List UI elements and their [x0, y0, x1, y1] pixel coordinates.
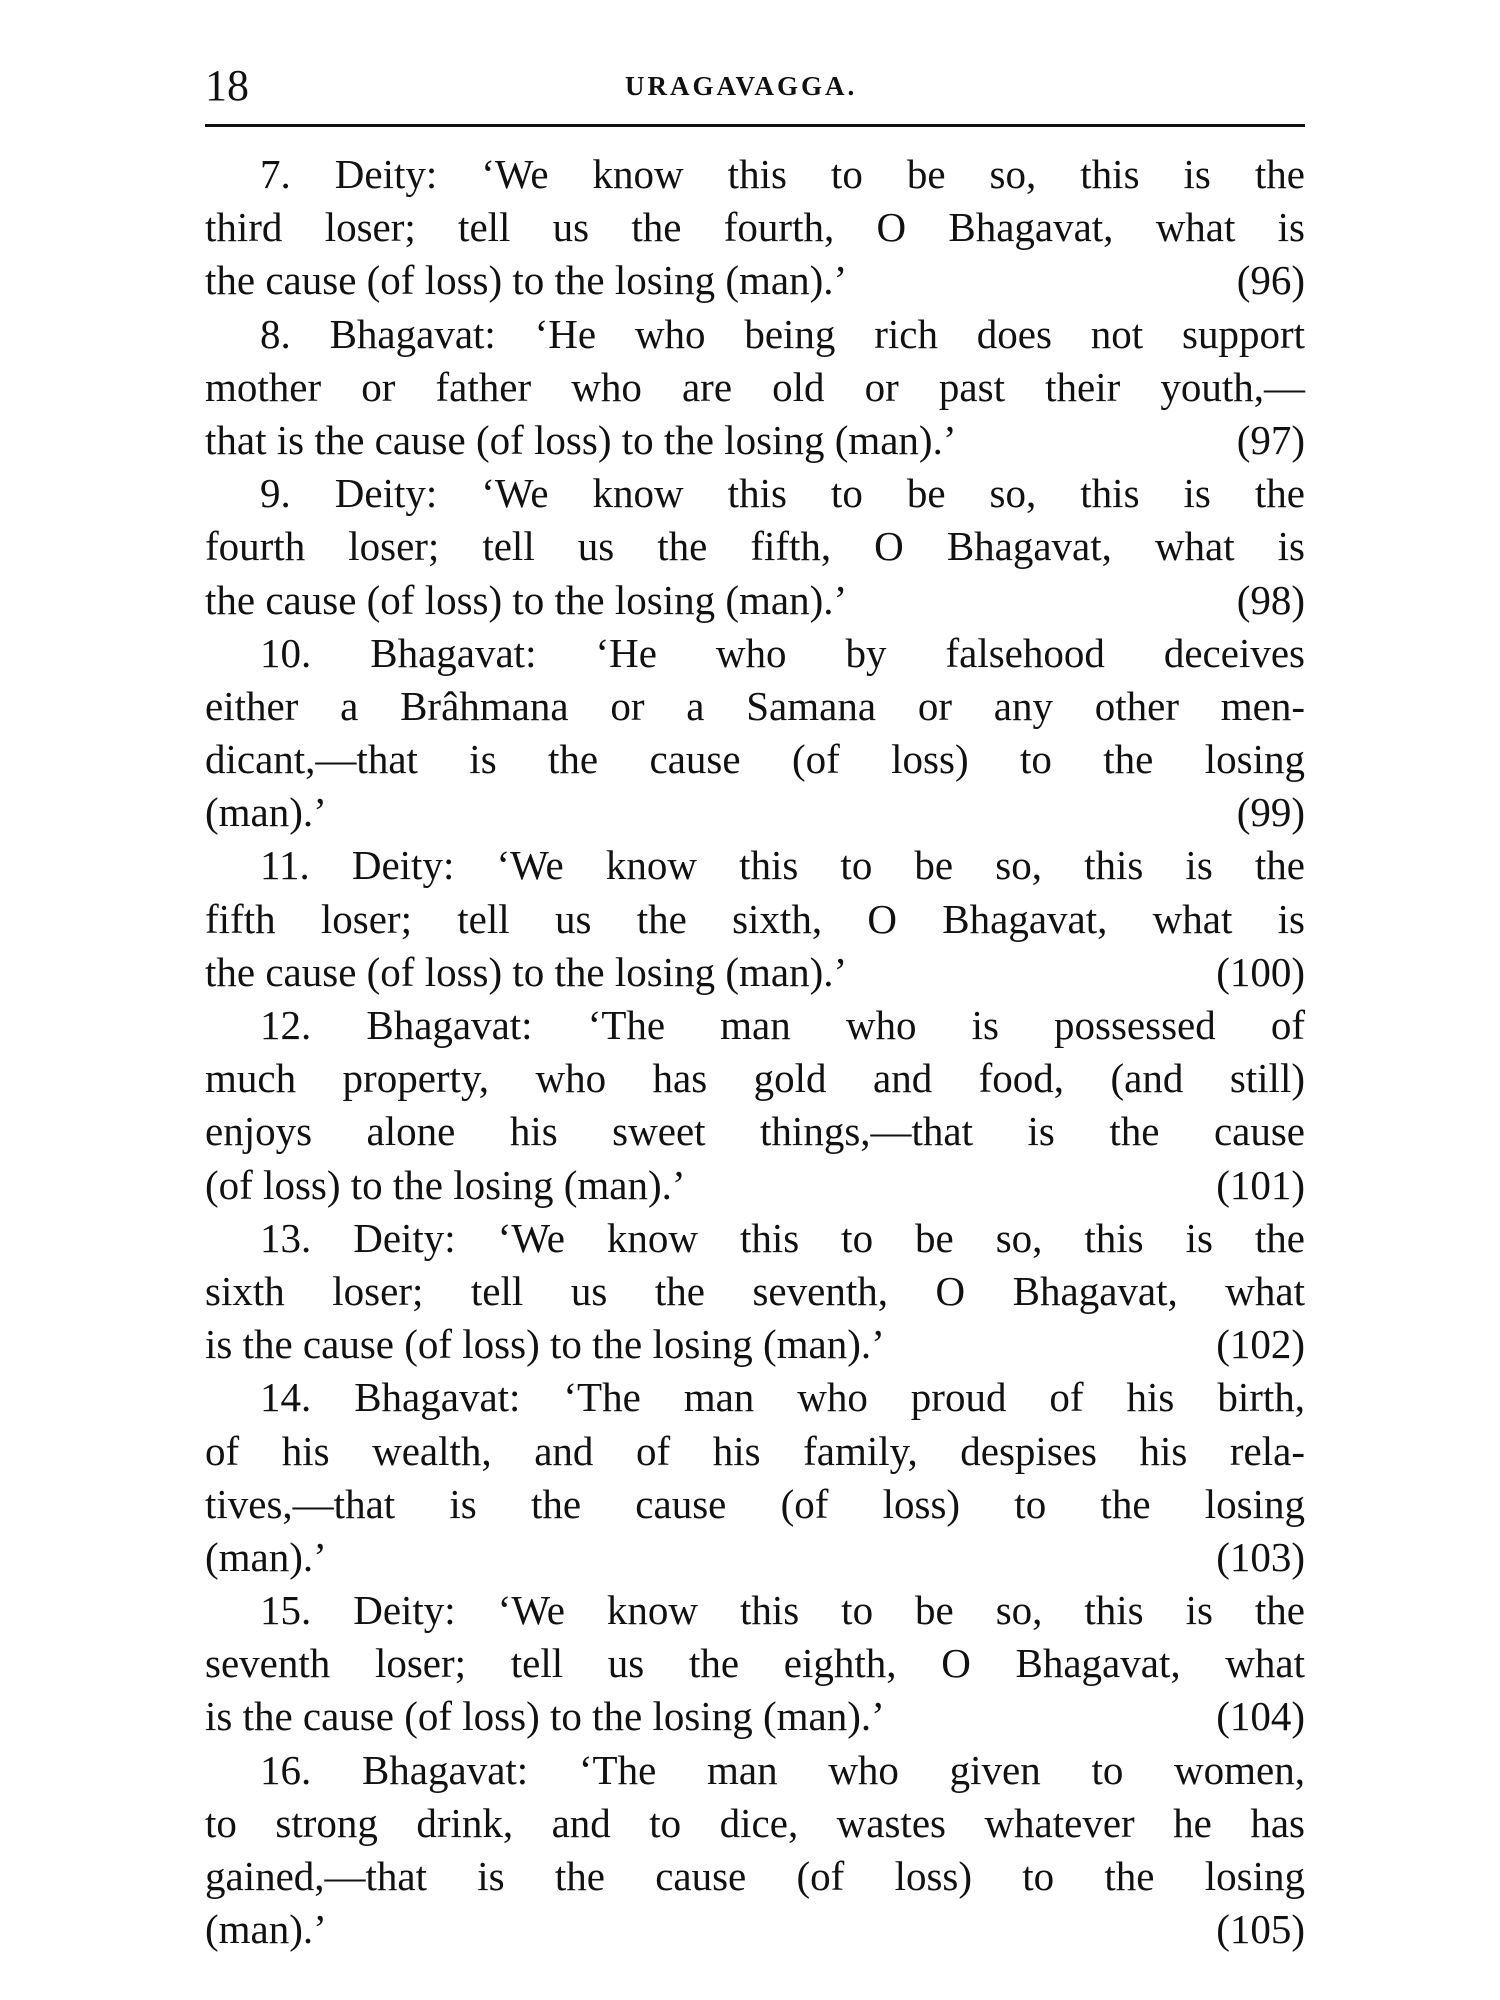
line-text: 11. Deity: ‘We know this to be so, this is the: [260, 842, 1305, 889]
body-text: [205, 148, 1305, 1956]
text-line: [205, 1744, 1305, 1797]
line-text: (man).’: [205, 1533, 327, 1580]
line-text: 16. Bhagavat: ‘The man who given to women,: [260, 1746, 1305, 1793]
line-text: seventh loser; tell us the eighth, O Bhagavat, what: [205, 1640, 1305, 1687]
text-line: [205, 999, 1305, 1052]
text-line: [205, 1318, 1305, 1371]
line-text: 8. Bhagavat: ‘He who being rich does not support: [260, 310, 1305, 357]
text-line: [205, 733, 1305, 786]
verse-number: (103): [1216, 1533, 1305, 1580]
text-line: [205, 1478, 1305, 1531]
text-line: [205, 893, 1305, 946]
text-line: [205, 1212, 1305, 1265]
page-number: 18: [205, 61, 249, 110]
line-text: enjoys alone his sweet things,—that is the cause: [205, 1108, 1305, 1155]
verse-number: (100): [1216, 948, 1305, 995]
text-line: [205, 1903, 1305, 1956]
line-text: of his wealth, and of his family, despises his rela-: [205, 1427, 1305, 1474]
text-line: [205, 1850, 1305, 1903]
line-text: gained,—that is the cause (of loss) to the losing: [205, 1853, 1305, 1899]
line-text: that is the cause (of loss) to the losing (man).’: [205, 416, 957, 463]
verse-number: (101): [1216, 1161, 1305, 1208]
text-line: [205, 946, 1305, 999]
line-text: (man).’: [205, 789, 327, 836]
verse-number: (105): [1216, 1906, 1305, 1953]
line-text: is the cause (of loss) to the losing (man).’: [205, 1321, 885, 1368]
line-text: the cause (of loss) to the losing (man).’: [205, 576, 848, 623]
line-text: 10. Bhagavat: ‘He who by falsehood deceives: [260, 629, 1305, 676]
verse-number: (97): [1236, 416, 1305, 463]
text-line: [205, 1052, 1305, 1105]
line-text: third loser; tell us the fourth, O Bhagavat, what is: [205, 204, 1305, 251]
line-text: the cause (of loss) to the losing (man).’: [205, 948, 848, 995]
line-text: dicant,—that is the cause (of loss) to the losing: [205, 736, 1305, 783]
line-text: either a Brâhmana or a Samana or any other men-: [205, 682, 1305, 729]
line-text: 7. Deity: ‘We know this to be so, this is the: [260, 151, 1305, 197]
text-line: [205, 1265, 1305, 1318]
text-line: [205, 520, 1305, 573]
line-text: 14. Bhagavat: ‘The man who proud of his birth,: [260, 1374, 1305, 1421]
text-line: [205, 308, 1305, 361]
text-line: [205, 148, 1305, 201]
verse-number: (104): [1216, 1693, 1305, 1740]
text-line: [205, 414, 1305, 467]
text-line: [205, 1425, 1305, 1478]
verse-number: (98): [1236, 576, 1305, 623]
text-line: [205, 1159, 1305, 1212]
text-line: [205, 361, 1305, 414]
line-text: tives,—that is the cause (of loss) to the losing: [205, 1480, 1305, 1527]
text-line: [205, 574, 1305, 627]
verse-number: (102): [1216, 1321, 1305, 1368]
text-line: [205, 1637, 1305, 1690]
line-text: (man).’: [205, 1906, 327, 1953]
text-line: [205, 1371, 1305, 1424]
text-line: [205, 1797, 1305, 1850]
line-text: fifth loser; tell us the sixth, O Bhagavat, what is: [205, 895, 1305, 942]
verse-number: (99): [1236, 789, 1305, 836]
line-text: to strong drink, and to dice, wastes whatever he has: [205, 1799, 1305, 1846]
text-line: [205, 467, 1305, 520]
text-line: [205, 1105, 1305, 1158]
text-line: [205, 680, 1305, 733]
line-text: (of loss) to the losing (man).’: [205, 1161, 686, 1208]
text-line: [205, 1531, 1305, 1584]
line-text: mother or father who are old or past their youth,—: [205, 363, 1305, 410]
line-text: fourth loser; tell us the fifth, O Bhagavat, what is: [205, 523, 1305, 570]
text-line: [205, 1690, 1305, 1743]
line-text: 9. Deity: ‘We know this to be so, this is the: [260, 470, 1305, 517]
line-text: 12. Bhagavat: ‘The man who is possessed of: [260, 1002, 1305, 1048]
line-text: sixth loser; tell us the seventh, O Bhagavat, what: [205, 1267, 1305, 1314]
text-line: [205, 786, 1305, 839]
running-head: URAGAVAGGA.: [625, 71, 858, 101]
line-text: the cause (of loss) to the losing (man).’: [205, 257, 848, 304]
text-line: [205, 627, 1305, 680]
line-text: much property, who has gold and food, (and still): [205, 1055, 1305, 1102]
line-text: is the cause (of loss) to the losing (man).’: [205, 1693, 885, 1740]
text-line: [205, 1584, 1305, 1637]
page-header: [205, 56, 1305, 116]
header-rule: [205, 124, 1305, 127]
text-line: [205, 254, 1305, 307]
line-text: 13. Deity: ‘We know this to be so, this is the: [260, 1214, 1305, 1261]
line-text: 15. Deity: ‘We know this to be so, this is the: [260, 1587, 1305, 1634]
verse-number: (96): [1236, 257, 1305, 304]
text-line: [205, 201, 1305, 254]
text-line: [205, 839, 1305, 892]
